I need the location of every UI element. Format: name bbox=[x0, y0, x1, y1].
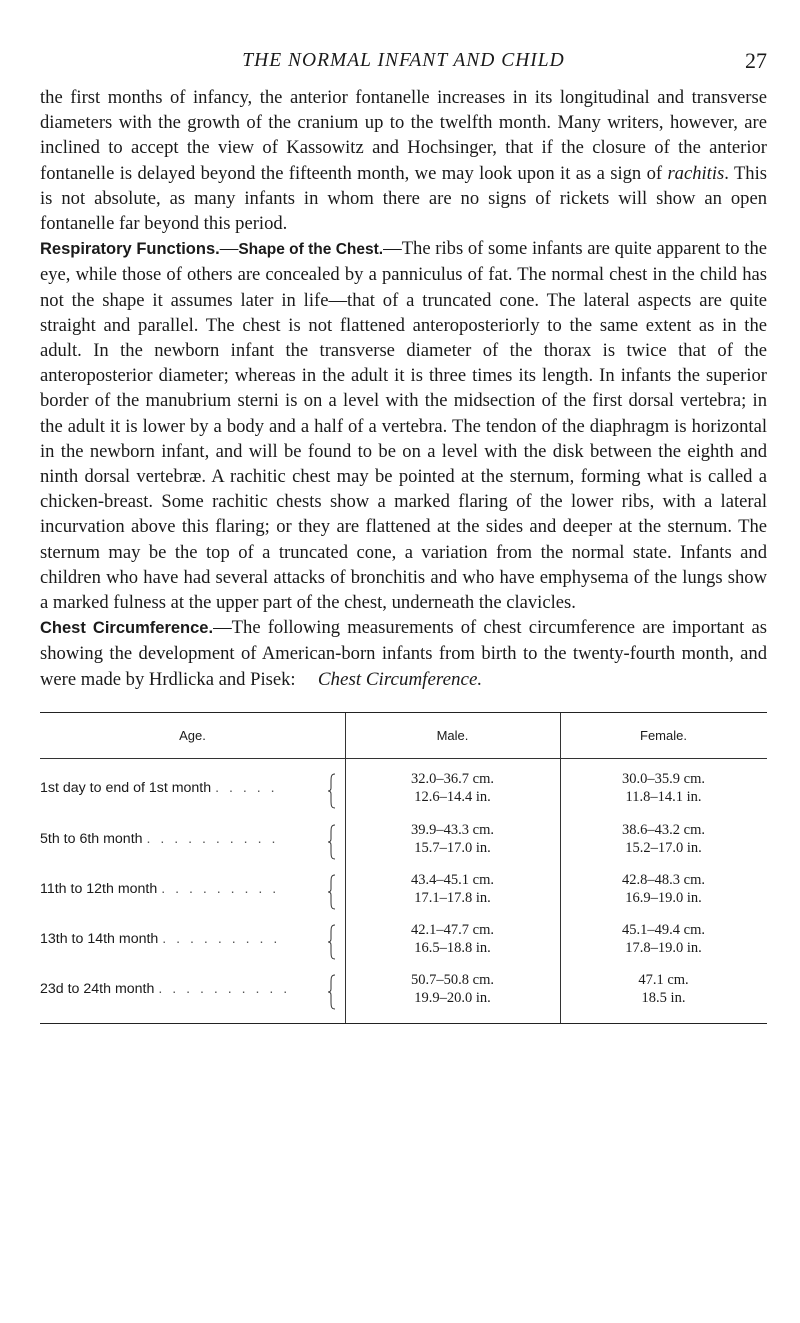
paragraph-text: . This is not absolute, as many infants in whom there are no signs of rickets will show an open fontanelle far beyond this period. bbox=[40, 162, 767, 235]
brace-icon bbox=[327, 773, 337, 813]
brace-icon bbox=[327, 974, 337, 1014]
female-in-value: 11.8–14.1 in. bbox=[625, 788, 702, 805]
female-value-cell bbox=[560, 972, 767, 1007]
age-label: 13th to 14th month bbox=[40, 931, 159, 947]
dash: — bbox=[219, 238, 239, 260]
female-in-value: 18.5 in. bbox=[641, 989, 686, 1006]
male-value-cell bbox=[345, 822, 560, 857]
age-cell bbox=[40, 780, 330, 796]
female-value-cell bbox=[560, 922, 767, 957]
age-cell bbox=[40, 931, 330, 947]
brace-icon bbox=[327, 824, 337, 864]
brace-icon bbox=[327, 924, 337, 964]
table-title: Chest Circumference. bbox=[317, 669, 483, 690]
female-in-value: 15.2–17.0 in. bbox=[625, 839, 702, 856]
female-value-cell bbox=[560, 822, 767, 857]
leader-dots: . . . . . . . . . . bbox=[146, 831, 279, 847]
brace-icon bbox=[327, 874, 337, 914]
column-header-age: Age. bbox=[179, 728, 206, 743]
leader-dots: . . . . . . . . . bbox=[162, 931, 281, 947]
column-header-male: Male. bbox=[436, 728, 469, 743]
male-in-value: 17.1–17.8 in. bbox=[414, 889, 491, 906]
female-cm-value: 45.1–49.4 cm. bbox=[622, 922, 705, 938]
male-in-value: 12.6–14.4 in. bbox=[414, 788, 491, 805]
male-in-value: 16.5–18.8 in. bbox=[414, 939, 491, 956]
female-cm-value: 30.0–35.9 cm. bbox=[622, 771, 705, 787]
dash: — bbox=[213, 617, 232, 639]
female-cm-value: 42.8–48.3 cm. bbox=[622, 872, 705, 888]
male-cm-value: 42.1–47.7 cm. bbox=[411, 922, 494, 938]
section-heading-chest-circumference: Chest Circumference. bbox=[40, 619, 214, 638]
paragraph-fontanelle bbox=[40, 85, 767, 236]
age-label: 1st day to end of 1st month bbox=[40, 780, 212, 796]
male-value-cell bbox=[345, 771, 560, 806]
subheading-shape-of-chest: Shape of the Chest. bbox=[238, 241, 384, 259]
paragraph-text: The following measurements of chest circumference are important as showing the development of American-born infants from birth to the twenty-fourth month, and were made by Hrdlicka and Pisek: bbox=[40, 617, 767, 690]
male-cm-value: 39.9–43.3 cm. bbox=[411, 822, 494, 838]
leader-dots: . . . . . bbox=[215, 780, 278, 796]
section-heading-respiratory: Respiratory Functions. bbox=[40, 240, 220, 259]
age-label: 23d to 24th month bbox=[40, 981, 155, 997]
age-cell bbox=[40, 881, 330, 897]
female-in-value: 16.9–19.0 in. bbox=[625, 889, 702, 906]
running-title: THE NORMAL INFANT AND CHILD bbox=[242, 50, 565, 71]
emphasis-rachitis: rachitis bbox=[667, 162, 725, 184]
age-cell bbox=[40, 981, 330, 997]
leader-dots: . . . . . . . . . . bbox=[158, 981, 291, 997]
female-value-cell bbox=[560, 872, 767, 907]
page-header bbox=[40, 48, 767, 78]
female-cm-value: 38.6–43.2 cm. bbox=[622, 822, 705, 838]
male-cm-value: 50.7–50.8 cm. bbox=[411, 972, 494, 988]
paragraph-text: the first months of infancy, the anterior fontanelle increases in its longitudinal and transverse diameters with the growth of the cranium up to the twelfth month. Many writers, however, are inclined to accept the view of Kassowitz and Hochsinger, that if the closure of the anterior fontanelle is delayed beyond the fifteenth month, we may look upon it as a sign of bbox=[40, 87, 767, 184]
leader-dots: . . . . . . . . . bbox=[161, 881, 280, 897]
page-number: 27 bbox=[745, 48, 767, 73]
male-cm-value: 32.0–36.7 cm. bbox=[411, 771, 494, 787]
male-in-value: 15.7–17.0 in. bbox=[414, 839, 491, 856]
male-in-value: 19.9–20.0 in. bbox=[414, 989, 491, 1006]
body-text bbox=[40, 85, 767, 692]
column-header-female: Female. bbox=[640, 728, 687, 743]
paragraph-text: The ribs of some infants are quite apparent to the eye, while those of others are concealed by a panniculus of fat. The normal chest in the child has not the shape it assumes later in life—that of a truncated cone. The lateral aspects are quite straight and parallel. The chest is not flattened anteroposteriorly to the same extent as in the adult. In the newborn infant the transverse diameter of the thorax is twice that of the anteroposterior diameter; whereas in the adult it is three times its length. In infants the superior border of the manubrium sterni is on a level with the midsection of the first dorsal vertebra; in the adult it is lower by a body and a half of a vertebra. The tendon of the diaphragm is horizontal in the newborn infant, and will be found to be on a level with the disk between the eighth and ninth dorsal vertebræ. A rachitic chest may be pointed at the sternum, forming what is called a chicken-breast. Some rachitic chests show a marked flaring of the lower ribs, with a lateral incurvation above this flaring; or they are flattened at the sides and deeper at the sternum. The sternum may be the top of a truncated cone, a variation from the normal state. Infants and children who have had several attacks of bronchitis and who have emphysema of the lungs show a marked fulness at the upper part of the chest, underneath the clavicles. bbox=[40, 238, 768, 614]
age-cell bbox=[40, 831, 330, 847]
male-value-cell bbox=[345, 972, 560, 1007]
female-cm-value: 47.1 cm. bbox=[638, 972, 689, 988]
paragraph-respiratory bbox=[40, 236, 767, 615]
chest-circumference-table bbox=[40, 712, 767, 1024]
male-cm-value: 43.4–45.1 cm. bbox=[411, 872, 494, 888]
female-in-value: 17.8–19.0 in. bbox=[625, 939, 702, 956]
age-label: 5th to 6th month bbox=[40, 831, 143, 847]
female-value-cell bbox=[560, 771, 767, 806]
header-rule bbox=[40, 758, 767, 759]
dash: — bbox=[383, 238, 402, 260]
male-value-cell bbox=[345, 922, 560, 957]
age-label: 11th to 12th month bbox=[40, 881, 158, 897]
male-value-cell bbox=[345, 872, 560, 907]
